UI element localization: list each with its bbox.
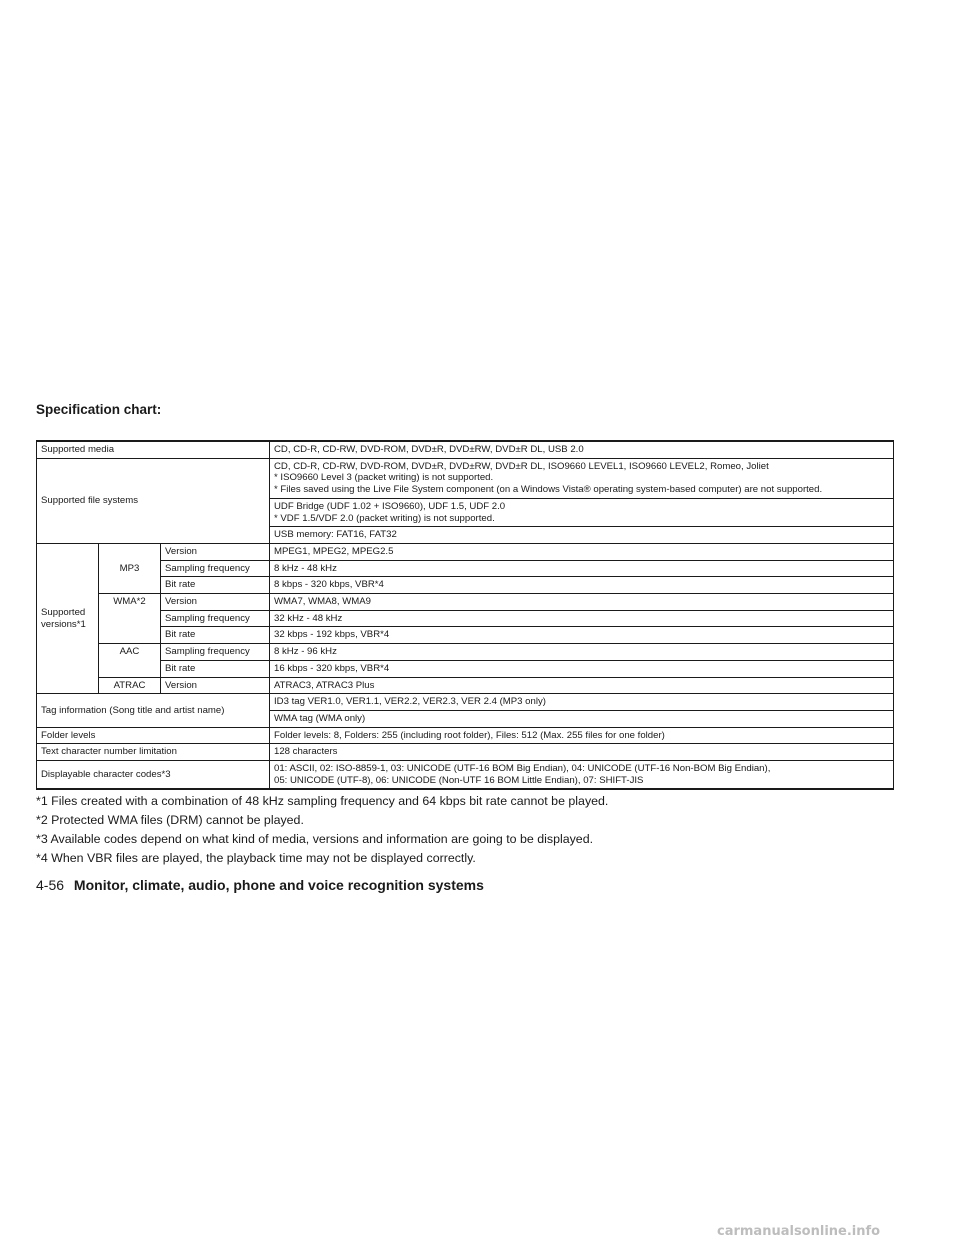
iso-line: CD, CD-R, CD-RW, DVD-ROM, DVD±R, DVD±RW, DVD±R DL, ISO9660 LEVEL1, ISO9660 LEVEL2, Romeo, Joliet bbox=[274, 460, 769, 472]
file-systems-iso-cell bbox=[270, 458, 894, 498]
tag-wma-value: WMA tag (WMA only) bbox=[270, 710, 894, 727]
row-label-file-systems: Supported file systems bbox=[37, 458, 270, 543]
table-row bbox=[37, 627, 894, 644]
row-label-supported-media: Supported media bbox=[37, 441, 270, 458]
char-codes-line: 05: UNICODE (UTF-8), 06: UNICODE (Non-UTF 16 BOM Little Endian), 07: SHIFT-JIS bbox=[274, 774, 644, 786]
param-value: 8 kHz - 48 kHz bbox=[270, 560, 894, 577]
param-value: WMA7, WMA8, WMA9 bbox=[270, 594, 894, 611]
table-row bbox=[37, 458, 894, 498]
footnote: *4 When VBR files are played, the playback time may not be displayed correctly. bbox=[36, 851, 476, 865]
format-aac: AAC bbox=[99, 644, 161, 677]
table-row bbox=[37, 441, 894, 458]
file-systems-udf-cell bbox=[270, 498, 894, 526]
param-label: Sampling frequency bbox=[161, 560, 270, 577]
param-value: ATRAC3, ATRAC3 Plus bbox=[270, 677, 894, 694]
iso-note: * ISO9660 Level 3 (packet writing) is not supported. bbox=[274, 472, 494, 484]
footnote: *1 Files created with a combination of 48 kHz sampling frequency and 64 kbps bit rate cannot be played. bbox=[36, 794, 609, 808]
param-value: 32 kHz - 48 kHz bbox=[270, 610, 894, 627]
table-row bbox=[37, 560, 894, 577]
chapter-title: Monitor, climate, audio, phone and voice recognition systems bbox=[73, 877, 484, 893]
format-atrac: ATRAC bbox=[99, 677, 161, 694]
table-row bbox=[37, 727, 894, 744]
row-label-supported-versions: Supported versions*1 bbox=[37, 543, 99, 693]
param-label: Version bbox=[161, 677, 270, 694]
specification-table bbox=[36, 440, 894, 790]
param-value: MPEG1, MPEG2, MPEG2.5 bbox=[270, 543, 894, 560]
watermark: carmanualsonline.info bbox=[717, 1224, 881, 1239]
page-number: 4-56 bbox=[36, 877, 65, 893]
char-codes-line: 01: ASCII, 02: ISO-8859-1, 03: UNICODE (UTF-16 BOM Big Endian), 04: UNICODE (UTF-16 Non-BOM Big Endian), bbox=[274, 763, 771, 775]
footnotes bbox=[36, 795, 916, 871]
format-mp3: MP3 bbox=[99, 543, 161, 593]
page-footer bbox=[36, 877, 484, 893]
format-wma: WMA*2 bbox=[99, 594, 161, 644]
param-label: Sampling frequency bbox=[161, 644, 270, 661]
supported-media-value: CD, CD-R, CD-RW, DVD-ROM, DVD±R, DVD±RW, DVD±R DL, USB 2.0 bbox=[270, 441, 894, 458]
param-label: Bit rate bbox=[161, 627, 270, 644]
section-title: Specification chart: bbox=[36, 402, 162, 417]
row-label-tag-info: Tag information (Song title and artist name) bbox=[37, 694, 270, 727]
tag-id3-value: ID3 tag VER1.0, VER1.1, VER2.2, VER2.3, VER 2.4 (MP3 only) bbox=[270, 694, 894, 711]
folder-levels-value: Folder levels: 8, Folders: 255 (including root folder), Files: 512 (Max. 255 files for one folder) bbox=[270, 727, 894, 744]
char-codes-cell bbox=[270, 761, 894, 790]
footnote: *2 Protected WMA files (DRM) cannot be played. bbox=[36, 813, 304, 827]
table-row bbox=[37, 543, 894, 560]
param-label: Sampling frequency bbox=[161, 610, 270, 627]
param-label: Version bbox=[161, 543, 270, 560]
param-label: Bit rate bbox=[161, 660, 270, 677]
param-label: Bit rate bbox=[161, 577, 270, 594]
table-row bbox=[37, 694, 894, 711]
param-value: 8 kbps - 320 kbps, VBR*4 bbox=[270, 577, 894, 594]
footnote: *3 Available codes depend on what kind of media, versions and information are going to be displayed. bbox=[36, 832, 594, 846]
iso-note: * Files saved using the Live File System component (on a Windows Vista® operating system-based computer) are not supported. bbox=[274, 484, 823, 496]
table-row bbox=[37, 610, 894, 627]
table-row bbox=[37, 594, 894, 611]
text-limit-value: 128 characters bbox=[270, 744, 894, 761]
param-value: 16 kbps - 320 kbps, VBR*4 bbox=[270, 660, 894, 677]
row-label-text-limit: Text character number limitation bbox=[37, 744, 270, 761]
row-label-char-codes: Displayable character codes*3 bbox=[37, 761, 270, 790]
table-row bbox=[37, 644, 894, 661]
table-row bbox=[37, 577, 894, 594]
table-row bbox=[37, 761, 894, 790]
table-row bbox=[37, 744, 894, 761]
param-value: 32 kbps - 192 kbps, VBR*4 bbox=[270, 627, 894, 644]
table-row bbox=[37, 677, 894, 694]
file-systems-usb-cell: USB memory: FAT16, FAT32 bbox=[270, 527, 894, 544]
table-row bbox=[37, 660, 894, 677]
udf-line: UDF Bridge (UDF 1.02 + ISO9660), UDF 1.5, UDF 2.0 bbox=[274, 500, 506, 512]
param-label: Version bbox=[161, 594, 270, 611]
param-value: 8 kHz - 96 kHz bbox=[270, 644, 894, 661]
udf-note: * VDF 1.5/VDF 2.0 (packet writing) is not supported. bbox=[274, 512, 495, 524]
row-label-folder-levels: Folder levels bbox=[37, 727, 270, 744]
